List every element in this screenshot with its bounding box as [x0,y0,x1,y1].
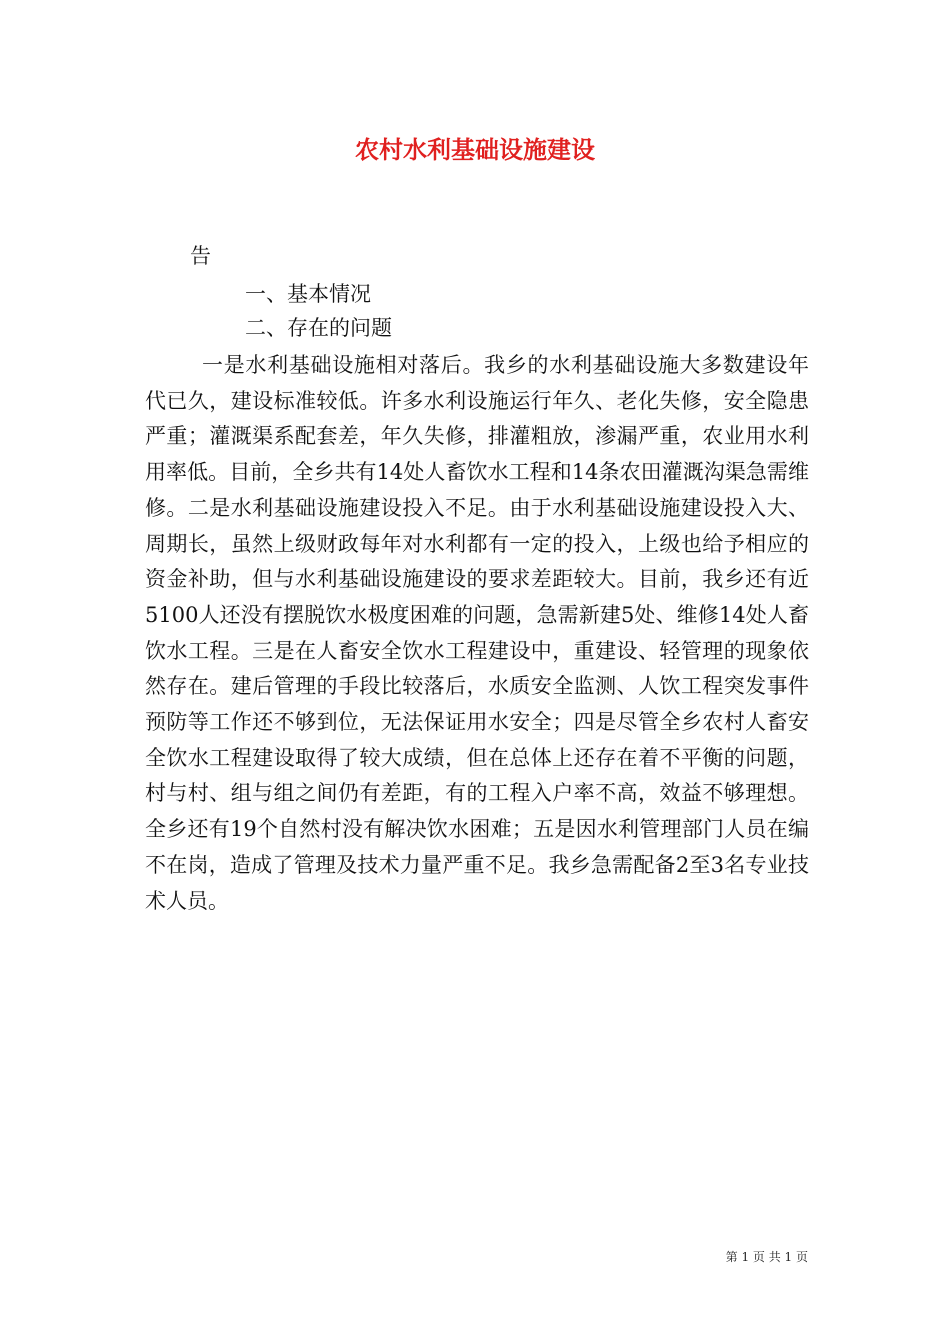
document-title: 农村水利基础设施建设 [355,135,595,164]
section-heading-basic: 一、基本情况 [245,282,371,306]
intro-char: 告 [190,244,211,268]
page-number-footer: 第 1 页 共 1 页 [725,1250,808,1264]
body-paragraph: 一是水利基础设施相对落后。我乡的水利基础设施大多数建设年代已久，建设标准较低。许多水利设施运行年久、老化失修，安全隐患严重；灌溉渠系配套差，年久失修，排灌粗放，渗漏严重，农业用水利用率低。目前，全乡共有14处人畜饮水工程和14条农田灌溉沟渠急需维修。二是水利基础设施建设投入不足。由于水利基础设施建设投入大、周期长，虽然上级财政每年对水利都有一定的投入，上级也给予相应的资金补助，但与水利基础设施建设的要求差距较大。目前，我乡还有近5100人还没有摆脱饮水极度困难的问题，急需新建5处、维修14处人畜饮水工程。三是在人畜安全饮水工程建设中，重建设、轻管理的现象依然存在。建后管理的手段比较落后，水质安全监测、人饮工程突发事件预防等工作还不够到位，无法保证用水安全；四是尽管全乡农村人畜安全饮水工程建设取得了较大成绩，但在总体上还存在着不平衡的问题，村与村、组与组之间仍有差距，有的工程入户率不高，效益不够理想。全乡还有19个自然村没有解决饮水困难；五是因水利管理部门人员在编不在岗，造成了管理及技术力量严重不足。我乡急需配备2至3名专业技术人员。 [145,353,809,913]
section-heading-problems: 二、存在的问题 [245,316,392,340]
